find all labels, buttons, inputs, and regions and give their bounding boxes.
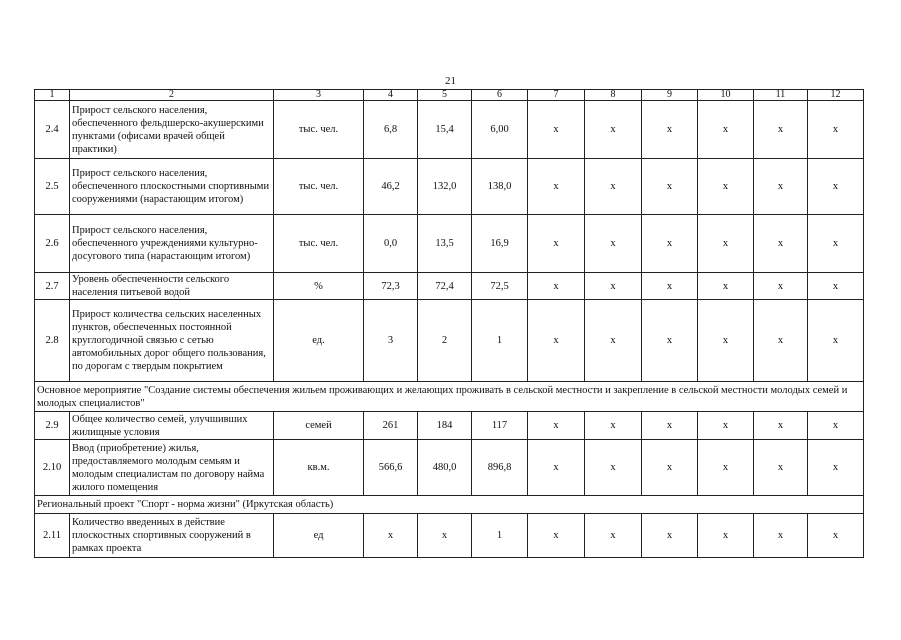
value-cell: x <box>528 300 585 382</box>
value-cell: 46,2 <box>364 159 418 215</box>
value-cell: x <box>528 159 585 215</box>
indicator-name: Количество введенных в действие плоскостных спортивных сооружений в рамках проекта <box>70 514 274 558</box>
value-cell: x <box>585 159 642 215</box>
value-cell: x <box>808 101 864 159</box>
value-cell: x <box>528 273 585 300</box>
row-number: 2.9 <box>35 412 70 440</box>
value-cell: 138,0 <box>472 159 528 215</box>
value-cell: x <box>528 101 585 159</box>
value-cell: x <box>642 273 698 300</box>
value-cell: 184 <box>418 412 472 440</box>
section-row <box>35 382 864 412</box>
table-row <box>35 412 864 440</box>
value-cell: 261 <box>364 412 418 440</box>
value-cell: x <box>585 514 642 558</box>
value-cell: x <box>585 300 642 382</box>
table-row <box>35 215 864 273</box>
value-cell: 3 <box>364 300 418 382</box>
unit-cell: ед <box>274 514 364 558</box>
unit-cell: тыс. чел. <box>274 101 364 159</box>
value-cell: 13,5 <box>418 215 472 273</box>
indicator-name: Прирост количества сельских населенных пунктов, обеспеченных постоянной круглогодичной связью с сетью автомобильных дорог общего пользования, по дорогам с твердым покрытием <box>70 300 274 382</box>
value-cell: x <box>808 159 864 215</box>
value-cell: x <box>528 215 585 273</box>
column-header-2: 2 <box>70 90 274 101</box>
section-title: Основное мероприятие "Создание системы обеспечения жильем проживающих и желающих проживать в сельской местности и закрепление в сельской местности молодых семей и молодых специалистов" <box>35 382 864 412</box>
table-row <box>35 440 864 496</box>
value-cell: x <box>754 514 808 558</box>
table-row <box>35 273 864 300</box>
value-cell: x <box>418 514 472 558</box>
value-cell: 132,0 <box>418 159 472 215</box>
value-cell: x <box>698 440 754 496</box>
value-cell: x <box>642 101 698 159</box>
row-number: 2.11 <box>35 514 70 558</box>
table-row <box>35 101 864 159</box>
unit-cell: тыс. чел. <box>274 159 364 215</box>
indicators-table <box>34 89 864 558</box>
unit-cell: тыс. чел. <box>274 215 364 273</box>
value-cell: x <box>754 440 808 496</box>
value-cell: x <box>642 159 698 215</box>
column-header-6: 6 <box>472 90 528 101</box>
column-header-10: 10 <box>698 90 754 101</box>
value-cell: x <box>754 215 808 273</box>
column-header-9: 9 <box>642 90 698 101</box>
value-cell: x <box>585 440 642 496</box>
value-cell: x <box>808 273 864 300</box>
value-cell: x <box>808 514 864 558</box>
value-cell: x <box>585 215 642 273</box>
row-number: 2.8 <box>35 300 70 382</box>
value-cell: x <box>698 300 754 382</box>
unit-cell: % <box>274 273 364 300</box>
value-cell: 2 <box>418 300 472 382</box>
value-cell: x <box>642 215 698 273</box>
column-header-11: 11 <box>754 90 808 101</box>
value-cell: x <box>585 273 642 300</box>
value-cell: x <box>808 215 864 273</box>
indicator-name: Общее количество семей, улучшивших жилищные условия <box>70 412 274 440</box>
value-cell: x <box>642 412 698 440</box>
row-number: 2.5 <box>35 159 70 215</box>
value-cell: x <box>528 412 585 440</box>
value-cell: 1 <box>472 514 528 558</box>
section-title: Региональный проект "Спорт - норма жизни" (Иркутская область) <box>35 496 864 514</box>
unit-cell: кв.м. <box>274 440 364 496</box>
value-cell: 72,5 <box>472 273 528 300</box>
value-cell: 6,8 <box>364 101 418 159</box>
value-cell: x <box>754 159 808 215</box>
value-cell: x <box>585 412 642 440</box>
value-cell: x <box>698 273 754 300</box>
value-cell: x <box>642 440 698 496</box>
row-number: 2.4 <box>35 101 70 159</box>
row-number: 2.10 <box>35 440 70 496</box>
indicator-name: Прирост сельского населения, обеспеченного фельдшерско-акушерскими пунктами (офисами врачей общей практики) <box>70 101 274 159</box>
value-cell: x <box>754 412 808 440</box>
value-cell: x <box>585 101 642 159</box>
section-row <box>35 496 864 514</box>
value-cell: 6,00 <box>472 101 528 159</box>
value-cell: x <box>754 300 808 382</box>
indicator-name: Ввод (приобретение) жилья, предоставляемого молодым семьям и молодым специалистам по договору найма жилого помещения <box>70 440 274 496</box>
value-cell: x <box>698 101 754 159</box>
value-cell: x <box>698 159 754 215</box>
value-cell: x <box>808 412 864 440</box>
column-header-1: 1 <box>35 90 70 101</box>
table-row <box>35 159 864 215</box>
unit-cell: семей <box>274 412 364 440</box>
column-header-4: 4 <box>364 90 418 101</box>
value-cell: 16,9 <box>472 215 528 273</box>
value-cell: 0,0 <box>364 215 418 273</box>
value-cell: x <box>754 101 808 159</box>
value-cell: x <box>808 440 864 496</box>
value-cell: 117 <box>472 412 528 440</box>
value-cell: 480,0 <box>418 440 472 496</box>
indicator-name: Уровень обеспеченности сельского населения питьевой водой <box>70 273 274 300</box>
value-cell: x <box>698 215 754 273</box>
value-cell: 15,4 <box>418 101 472 159</box>
value-cell: x <box>528 514 585 558</box>
column-header-row <box>35 90 864 101</box>
value-cell: x <box>364 514 418 558</box>
value-cell: x <box>698 412 754 440</box>
column-header-8: 8 <box>585 90 642 101</box>
column-header-7: 7 <box>528 90 585 101</box>
indicator-name: Прирост сельского населения, обеспеченного учреждениями культурно-досугового типа (нарастающим итогом) <box>70 215 274 273</box>
value-cell: x <box>642 300 698 382</box>
value-cell: 72,3 <box>364 273 418 300</box>
value-cell: 896,8 <box>472 440 528 496</box>
table-row <box>35 514 864 558</box>
value-cell: x <box>808 300 864 382</box>
value-cell: x <box>698 514 754 558</box>
value-cell: x <box>642 514 698 558</box>
value-cell: x <box>528 440 585 496</box>
value-cell: 1 <box>472 300 528 382</box>
column-header-12: 12 <box>808 90 864 101</box>
column-header-5: 5 <box>418 90 472 101</box>
value-cell: x <box>754 273 808 300</box>
value-cell: 566,6 <box>364 440 418 496</box>
value-cell: 72,4 <box>418 273 472 300</box>
table-row <box>35 300 864 382</box>
row-number: 2.7 <box>35 273 70 300</box>
unit-cell: ед. <box>274 300 364 382</box>
indicator-name: Прирост сельского населения, обеспеченного плоскостными спортивными сооружениями (нарастающим итогом) <box>70 159 274 215</box>
page-number: 21 <box>445 75 456 87</box>
row-number: 2.6 <box>35 215 70 273</box>
column-header-3: 3 <box>274 90 364 101</box>
